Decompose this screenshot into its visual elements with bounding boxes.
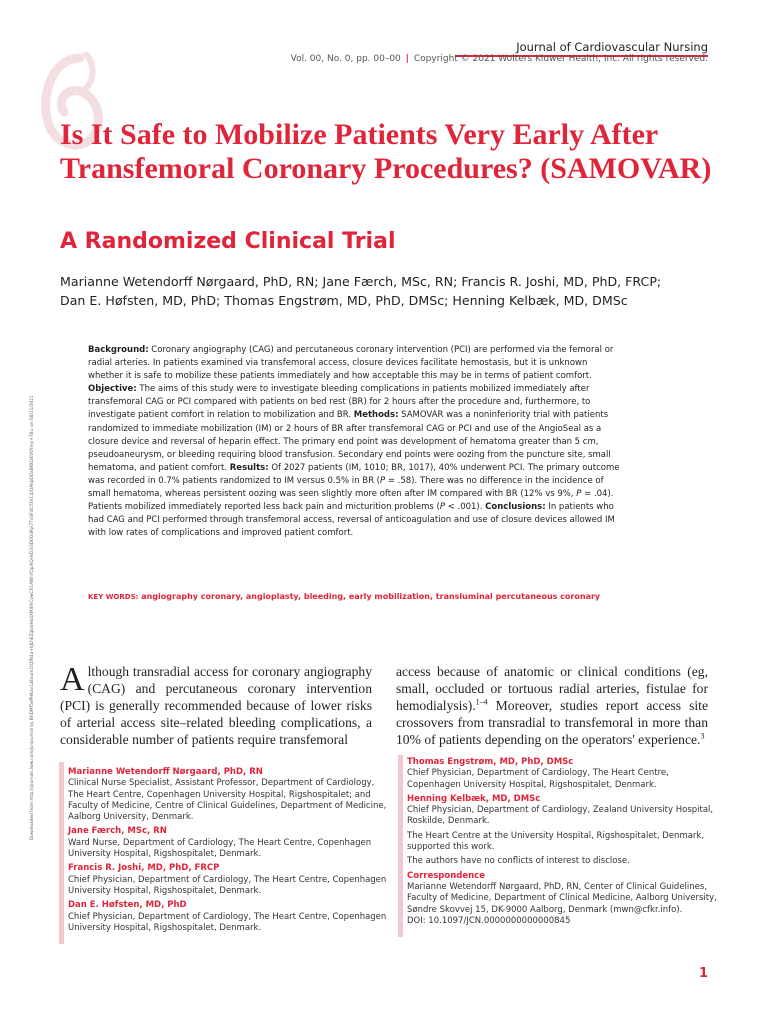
affiliation-text: Ward Nurse, Department of Cardiology, The Heart Centre, Copenhagen University Hospital, Rigshospitalet, Denmark. [68, 837, 372, 860]
objective-label: Objective: [88, 384, 137, 395]
affiliations-right [407, 757, 717, 930]
p-symbol-1: P [380, 475, 386, 486]
copyright-text: Copyright © 2021 Wolters Kluwer Health, Inc. All rights reserved. [413, 54, 708, 64]
correspondence-label: Correspondence [407, 870, 485, 881]
abstract [88, 344, 622, 540]
body-text-left: lthough transradial access for coronary angiography (CAG) and percutaneous coronary intervention (PCI) is generally recommended because of lower risks of arterial access site–related bleeding complications, a considerable number of patients require transfemoral [60, 664, 372, 747]
citation-line [291, 54, 708, 64]
reference-2[interactable]: 3 [700, 731, 705, 741]
author-list [60, 272, 710, 310]
citation-volume: Vol. 00, No. 0, pp. 00–00 [290, 54, 401, 64]
body-text-right-1: access because of anatomic or clinical conditions (eg, small, occluded or tortuous radial arteries, fistulae for hemodialysis). [396, 664, 708, 713]
conclusions-label: Conclusions: [485, 502, 546, 513]
abstract-text [88, 344, 622, 540]
affiliation-text: Chief Physician, Department of Cardiology, Zealand University Hospital, Roskilde, Denmark. [407, 805, 714, 827]
correspondence-text: Marianne Wetendorff Nørgaard, PhD, RN, Center of Clinical Guidelines, Faculty of Medicine, Department of Clinical Medicine, Aalborg University, Søndre Skovvej 15, DK-9000 Aalborg, Denmark (mwn@cfkr.info). [407, 881, 717, 915]
article-subtitle: A Randomized Clinical Trial [60, 229, 396, 254]
affiliation-block [407, 757, 717, 791]
drop-cap: A [60, 661, 85, 698]
p-symbol-2: P [576, 489, 582, 500]
body-text-right-2: Moreover, studies report access site crossovers from transradial to transfemoral in more than 10% of patients depending on the operators' experience. [396, 698, 708, 747]
author-line-2: Dan E. Høfsten, MD, PhD; Thomas Engstrøm, MD, PhD, DMSc; Henning Kelbæk, MD, DMSc [60, 293, 628, 308]
affiliation-block [68, 826, 388, 860]
correspondence-block [407, 871, 717, 927]
methods-label: Methods: [353, 410, 399, 421]
support-note: The Heart Centre at the University Hospital, Rigshospitalet, Denmark, supported this work. [407, 830, 705, 853]
results-text-4: < .001). [444, 502, 486, 513]
affiliation-text: Chief Physician, Department of Cardiology, The Heart Centre, Copenhagen University Hospital, Rigshospitalet, Denmark. [68, 911, 387, 933]
affiliation-block [68, 863, 388, 897]
affiliation-text: Clinical Nurse Specialist, Assistant Professor, Department of Cardiology, The Heart Centre, Copenhagen University Hospital, Rigshospitalet; and Faculty of Medicine, Centre of Clinical Guidelines, Department of Medicine, Aalborg University, Denmark. [68, 778, 387, 823]
affiliation-text: Chief Physician, Department of Cardiology, The Heart Centre, Copenhagen University Hospital, Rigshospitalet, Denmark. [407, 768, 669, 790]
affiliation-text: Chief Physician, Department of Cardiology, The Heart Centre, Copenhagen University Hospital, Rigshospitalet, Denmark. [68, 874, 387, 896]
methods-text: SAMOVAR was a noninferiority trial with patients randomized to immediate mobilization (IM) or 2 hours of BR after transfemoral CAG or PCI and use of the AngioSeal as a closure device and reversal of heparin effect. The primary end point was development of hematoma greater than 5 cm, pseudoaneurysm, or bleeding requiring blood transfusion. Secondary end points were oozing from the puncture site, small hematoma, and patient comfort. [88, 410, 611, 473]
affiliation-name: Francis R. Joshi, MD, PhD, FRCP [68, 863, 220, 874]
affiliation-name: Henning Kelbæk, MD, DMSc [407, 793, 541, 804]
affiliation-name: Jane Færch, MSc, RN [68, 826, 167, 837]
background-label: Background: [88, 345, 149, 355]
article-title: Is It Safe to Mobilize Patients Very Early After Transfemoral Coronary Procedures? (SAMOVAR) [60, 118, 712, 185]
doi[interactable]: DOI: 10.1097/JCN.0000000000000845 [407, 915, 571, 926]
affiliation-bar-left [59, 762, 64, 944]
p-symbol-3: P [439, 502, 445, 513]
affiliation-block [68, 900, 388, 934]
affiliation-block [407, 794, 717, 828]
affiliation-name: Marianne Wetendorff Nørgaard, PhD, RN [68, 767, 263, 777]
objective-text: The aims of this study were to investigate bleeding complications in patients mobilized immediately after transfemoral CAG or PCI compared with patients on bed rest (BR) for 2 hours after the procedure and, furthermore, to investigate patient comfort in relation to mobilization and BR. [88, 384, 591, 421]
author-line-1: Marianne Wetendorff Nørgaard, PhD, RN; Jane Færch, MSc, RN; Francis R. Joshi, MD, PhD, FRCP; [60, 274, 662, 289]
reference-1[interactable]: 1–4 [475, 697, 488, 707]
keywords-label: KEY WORDS: [88, 593, 139, 601]
citation-separator: | [405, 54, 409, 64]
background-text: Coronary angiography (CAG) and percutaneous coronary intervention (PCI) are performed via the femoral or radial arteries. In patients examined via transfemoral access, closure devices facilitate hemostasis, but it is unknown whether it is safe to mobilize these patients immediately and how acceptable this may be in terms of patient comfort. [88, 345, 614, 382]
keywords [88, 592, 628, 601]
journal-name: Journal of Cardiovascular Nursing [516, 40, 708, 54]
body-column-left [60, 663, 372, 748]
results-text-3: = .04). Patients mobilized immediately reported less back pain and micturition problems ( [88, 489, 614, 513]
results-text-1: Of 2027 patients (IM, 1010; BR, 1017), 40% underwent PCI. The primary outcome was recorded in 0.7% patients randomized to IM versus 0.5% in BR ( [88, 462, 620, 486]
body-column-right [396, 663, 708, 748]
conflicts-note: The authors have no conflicts of interest to disclose. [407, 856, 630, 867]
conclusions-text: In patients who had CAG and PCI performed through transfemoral access, reversal of anticoagulation and use of closure devices allowed IM with low rates of complications and improved patient comfort. [88, 502, 615, 539]
results-label: Results: [229, 462, 269, 473]
download-note-text: Downloaded from http://journals.lww.com/jcnjournal by BhDMf5ePHKav1zEoum1tQfN4a+kJLhEZgbsIHo4XMi0hCywCX1AWnYQp/IlQrHD3i3D0OdRyi7TvSFl4Cf3VC4/OAVpDDa8KKGKV0Ymy+78= on 08/11/2021 [30, 395, 35, 840]
affiliation-name: Thomas Engstrøm, MD, PhD, DMSc [407, 757, 574, 767]
affiliations-left [68, 767, 388, 937]
download-note [30, 270, 40, 840]
affiliation-bar-right [398, 755, 403, 937]
results-text-2: = .58). There was no difference in the incidence of small hematoma, whereas persistent oozing was seen slightly more often after IM compared with BR (12% vs 9%, [88, 475, 604, 500]
page-number: 1 [698, 966, 708, 981]
affiliation-name: Dan E. Høfsten, MD, PhD [68, 900, 187, 911]
affiliation-block [68, 767, 388, 823]
keywords-text: angiography coronary, angioplasty, bleeding, early mobilization, transluminal percutaneous coronary [138, 592, 601, 601]
